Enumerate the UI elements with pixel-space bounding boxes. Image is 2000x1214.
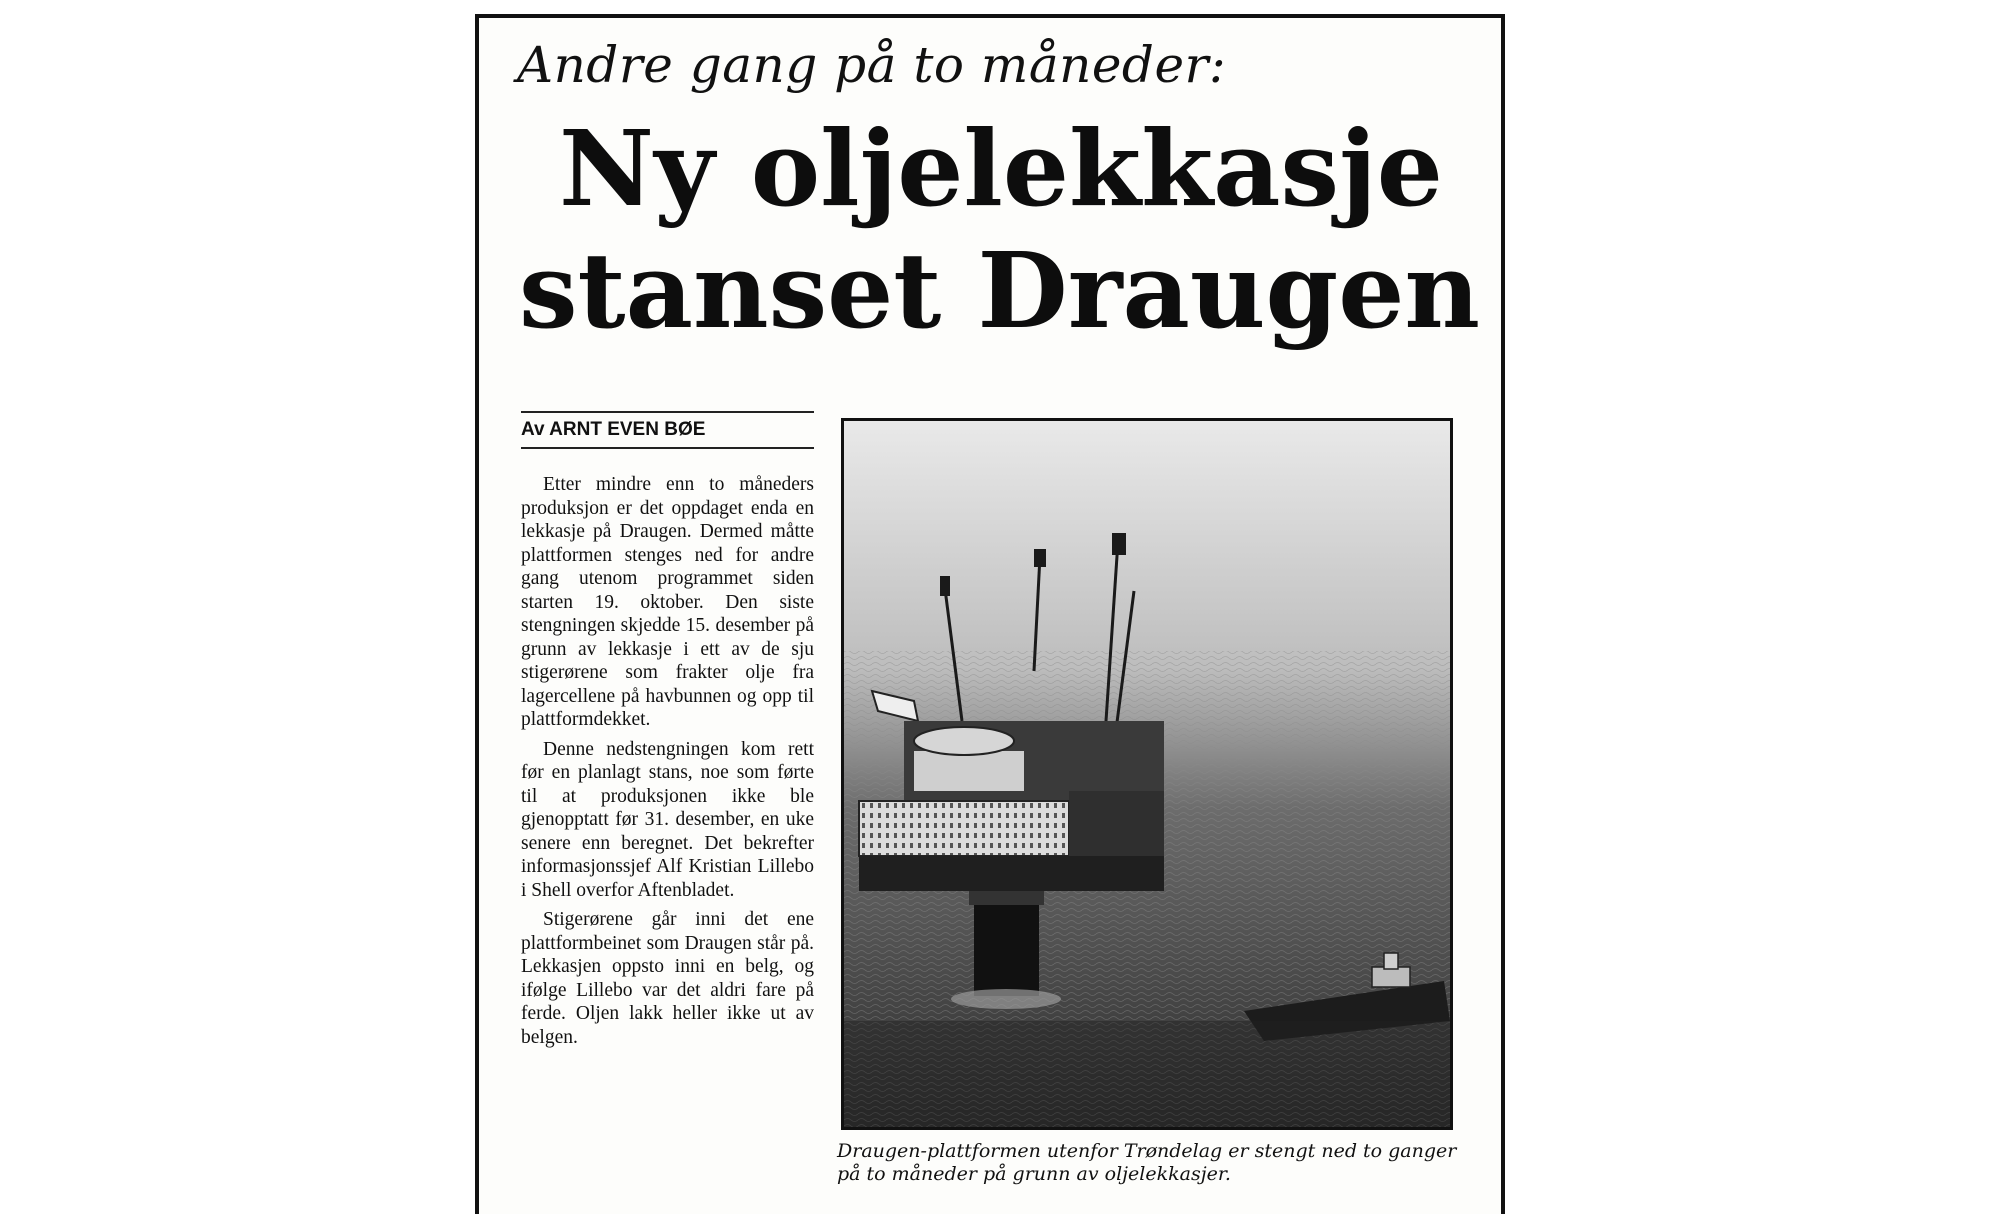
platform-photo bbox=[841, 418, 1453, 1130]
paragraph-1: Etter mindre enn to måneders produksjon er det oppdaget enda en lekkasje på Draugen. Dermed måtte plattformen stenges ned for andre gang utenom programmet siden starten 19. oktober. Den siste stengningen skjedde 15. desember på grunn av lekkasje i ett av de sju stigerørene som frakter olje fra lagercellene på havbunnen og opp til plattformdekket. bbox=[521, 474, 814, 730]
headline bbox=[519, 108, 1479, 352]
platform-photo-image bbox=[844, 421, 1450, 1127]
newspaper-clipping bbox=[475, 14, 1505, 1214]
byline-box bbox=[521, 411, 814, 449]
headline-line-2: stanset Draugen bbox=[519, 229, 1481, 352]
paragraph-3: Stigerørene går inni det ene plattformbeinet som Draugen står på. Lekkasjen oppsto inni en belg, og ifølge Lillebo var det aldri fare på ferde. Oljen lakk heller ikke ut av belgen. bbox=[521, 909, 814, 1048]
paragraph-2: Denne nedstengningen kom rett før en planlagt stans, noe som førte til at produksjonen ikke ble gjenopptatt før 31. desember, en uke senere enn beregnet. Det bekrefter informasjonssjef Alf Kristian Lillebo i Shell overfor Aftenbladet. bbox=[521, 738, 814, 901]
article-body bbox=[521, 473, 814, 1055]
headline-line-1: Ny oljelekkasje bbox=[559, 107, 1443, 230]
kicker: Andre gang på to måneder: bbox=[517, 36, 1227, 94]
photo-caption: Draugen-plattformen utenfor Trøndelag er stengt ned to ganger på to måneder på grunn av oljelekkasjer. bbox=[837, 1140, 1457, 1185]
byline: Av ARNT EVEN BØE bbox=[521, 419, 706, 440]
